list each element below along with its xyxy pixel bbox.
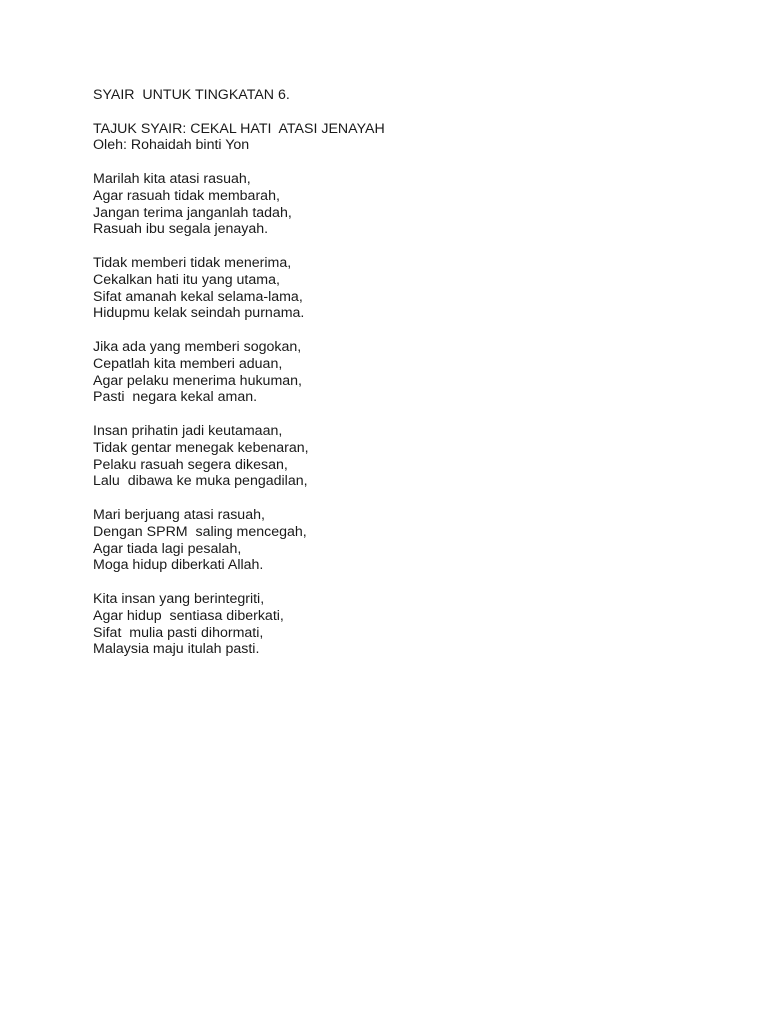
poem-line: Cepatlah kita memberi aduan, xyxy=(93,355,283,372)
poem-line: Tidak gentar menegak kebenaran, xyxy=(93,439,309,456)
poem-line: Moga hidup diberkati Allah. xyxy=(93,557,264,574)
poem-line: Kita insan yang berintegriti, xyxy=(93,590,265,607)
poem-line: Agar rasuah tidak membarah, xyxy=(93,187,280,204)
poem-line: Jangan terima janganlah tadah, xyxy=(93,204,292,221)
document-heading: SYAIR UNTUK TINGKATAN 6. xyxy=(93,87,290,103)
poem-line: Agar tiada lagi pesalah, xyxy=(93,540,242,557)
stanza-1 xyxy=(93,171,713,238)
poem-line: Agar pelaku menerima hukuman, xyxy=(93,372,302,389)
poem-line: Pasti negara kekal aman. xyxy=(93,389,258,406)
poem-line: Malaysia maju itulah pasti. xyxy=(93,641,260,658)
stanza-5 xyxy=(93,507,713,574)
poem-line: Insan prihatin jadi keutamaan, xyxy=(93,422,283,439)
poem-title: TAJUK SYAIR: CEKAL HATI ATASI JENAYAH xyxy=(93,120,385,137)
poem-line: Sifat mulia pasti dihormati, xyxy=(93,624,264,641)
poem-line: Jika ada yang memberi sogokan, xyxy=(93,338,302,355)
stanza-4 xyxy=(93,423,713,490)
stanza-6 xyxy=(93,591,713,658)
poem-meta xyxy=(93,121,713,155)
document-page xyxy=(93,87,713,658)
poem-line: Cekalkan hati itu yang utama, xyxy=(93,271,280,288)
poem-body xyxy=(93,171,713,658)
poem-author: Oleh: Rohaidah binti Yon xyxy=(93,137,250,154)
poem-line: Sifat amanah kekal selama-lama, xyxy=(93,288,303,305)
poem-line: Hidupmu kelak seindah purnama. xyxy=(93,305,305,322)
poem-line: Lalu dibawa ke muka pengadilan, xyxy=(93,473,308,490)
poem-line: Rasuah ibu segala jenayah. xyxy=(93,221,269,238)
poem-line: Mari berjuang atasi rasuah, xyxy=(93,506,265,523)
poem-line: Dengan SPRM saling mencegah, xyxy=(93,523,307,540)
poem-line: Marilah kita atasi rasuah, xyxy=(93,170,251,187)
stanza-3 xyxy=(93,339,713,406)
poem-line: Agar hidup sentiasa diberkati, xyxy=(93,607,284,624)
poem-line: Pelaku rasuah segera dikesan, xyxy=(93,456,288,473)
stanza-2 xyxy=(93,255,713,322)
poem-line: Tidak memberi tidak menerima, xyxy=(93,254,292,271)
